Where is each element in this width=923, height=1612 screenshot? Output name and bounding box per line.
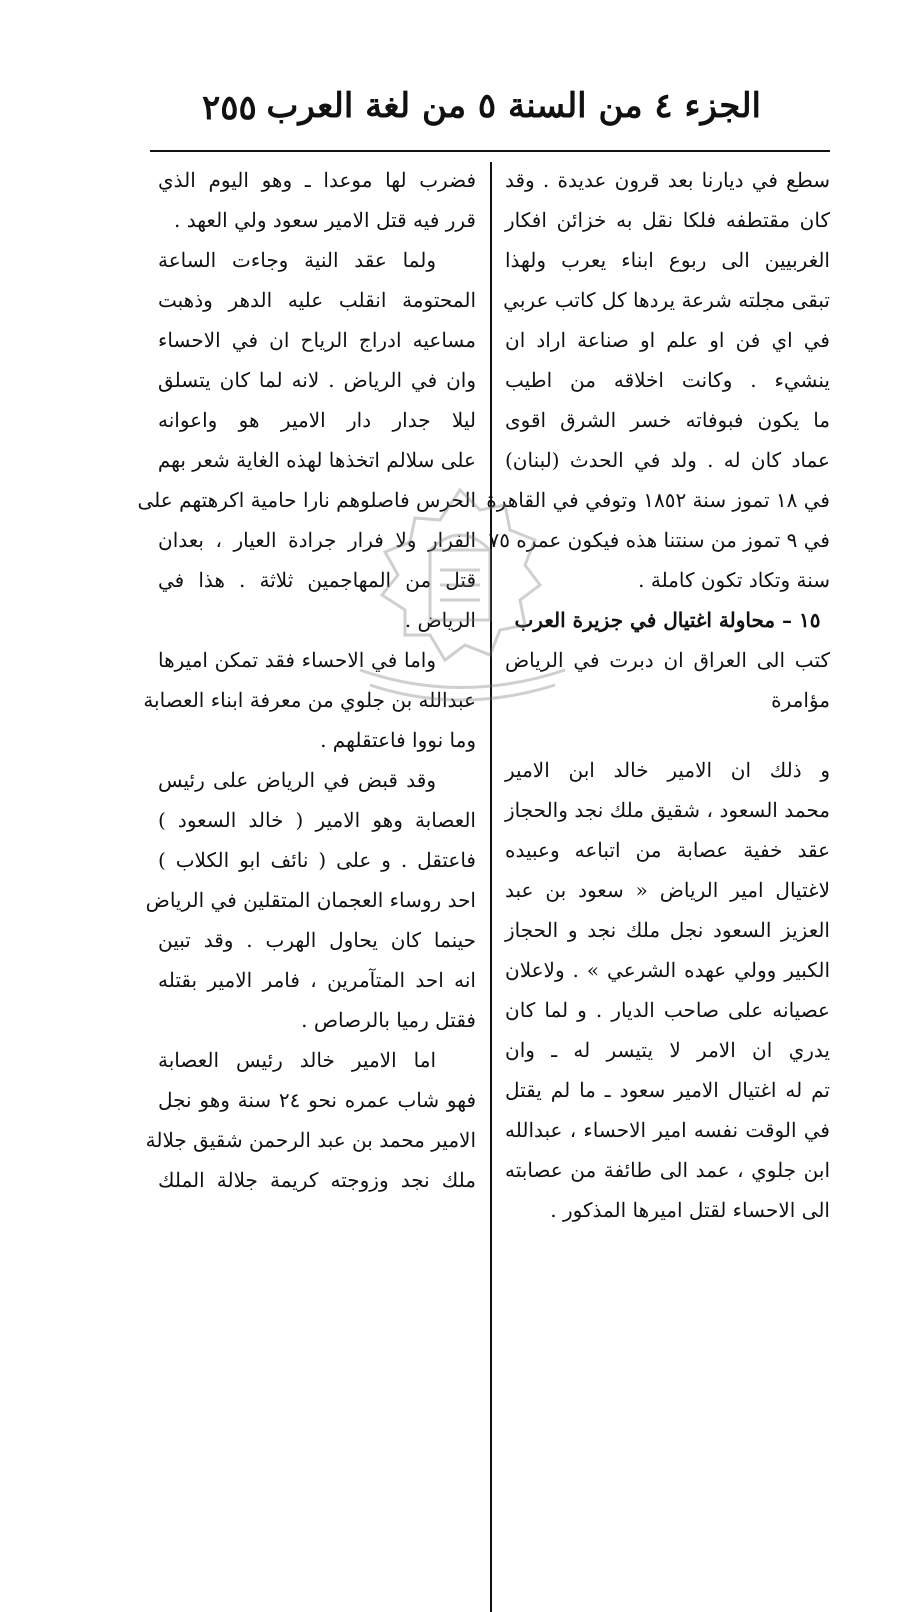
text-line: مساعيه ادراج الرياح ان في الاحساء: [158, 328, 476, 352]
text-line: الرياض .: [404, 608, 476, 632]
text-line: ملك نجد وزوجته كريمة جلالة الملك: [158, 1168, 476, 1192]
text-line: تبقى مجلته شرعة يردها كل كاتب عربي: [503, 288, 830, 312]
text-line: كان مقتطفه فلكا نقل به خزائن افكار: [505, 208, 830, 232]
text-line: الى الاحساء لقتل اميرها المذكور .: [550, 1198, 830, 1222]
text-line: احد روساء العجمان المتقلين في الرياض: [145, 888, 476, 912]
text-line: اما الامير خالد رئيس العصابة: [158, 1048, 436, 1072]
text-line: الامير محمد بن عبد الرحمن شقيق جلالة: [145, 1128, 476, 1152]
text-line: حينما كان يحاول الهرب . وقد تبين: [158, 928, 476, 952]
text-line: سنة وتكاد تكون كاملة .: [638, 568, 830, 592]
text-line: فهو شاب عمره نحو ٢٤ سنة وهو نجل: [158, 1088, 476, 1112]
text-line: في ٩ تموز من سنتنا هذه فيكون عمره ٧٥: [488, 528, 830, 552]
text-line: العزيز السعود نجل ملك نجد و الحجاز: [505, 918, 830, 942]
paragraph: [505, 750, 830, 1230]
text-line: في الوقت نفسه امير الاحساء ، عبدالله: [505, 1118, 830, 1142]
text-line: فاعتقل . و على ( نائف ابو الكلاب ): [158, 848, 476, 872]
column-divider: [490, 162, 492, 1612]
text-line: لاغتيال امير الرياض « سعود بن عبد: [505, 878, 830, 902]
text-line: فضرب لها موعدا ـ وهو اليوم الذي: [158, 168, 476, 192]
section-subtitle-line: كتب الى العراق ان دبرت في الرياض: [505, 648, 830, 672]
text-line: محمد السعود ، شقيق ملك نجد والحجاز: [505, 798, 830, 822]
text-line: تم له اغتيال الامير سعود ـ ما لم يقتل: [505, 1078, 830, 1102]
section-subtitle-line: مؤامرة: [771, 688, 830, 712]
text-line: عبدالله بن جلوي من معرفة ابناء العصابة: [143, 688, 476, 712]
text-line: في ١٨ تموز سنة ١٨٥٢ وتوفي في القاهرة: [486, 488, 830, 512]
text-line: ما يكون فبوفاته خسر الشرق اقوى: [505, 408, 830, 432]
text-line: عماد كان له . ولد في الحدث (لبنان): [505, 448, 830, 472]
text-line: عقد خفية عصابة من اتباعه وعبيده: [505, 838, 830, 862]
text-line: فقتل رميا بالرصاص .: [301, 1008, 476, 1032]
page-header: [150, 82, 773, 132]
text-line: في اي فن او علم او صناعة اراد ان: [505, 328, 830, 352]
text-line: الغربيين الى ربوع ابناء يعرب ولهذا: [505, 248, 830, 272]
library-stamp-icon: [330, 470, 590, 710]
running-head: الجزء ٤ من السنة ٥ من لغة العرب: [266, 86, 761, 126]
text-line: الحرس فاصلوهم نارا حامية اكرهتهم على: [137, 488, 476, 512]
text-line: قتل من المهاجمين ثلاثة . هذا في: [158, 568, 476, 592]
text-line: قرر فيه قتل الامير سعود ولي العهد .: [173, 208, 476, 232]
text-line: واما في الاحساء فقد تمكن اميرها: [158, 648, 436, 672]
text-line: ليلا جدار دار الامير هو واعوانه: [158, 408, 476, 432]
text-line: عصيانه على صاحب الديار . و لما كان: [505, 998, 830, 1022]
text-line: وان في الرياض . لانه لما كان يتسلق: [158, 368, 476, 392]
text-line: ينشيء . وكانت اخلاقه من اطيب: [505, 368, 830, 392]
text-line: على سلالم اتخذها لهذه الغاية شعر بهم: [157, 448, 476, 472]
text-line: ابن جلوي ، عمد الى طائفة من عصابته: [505, 1158, 830, 1182]
text-line: وما نووا فاعتقلهم .: [320, 728, 476, 752]
header-rule: [150, 150, 830, 152]
text-line: يدري ان الامر لا يتيسر له ـ وان: [505, 1038, 830, 1062]
text-line: انه احد المتآمرين ، فامر الامير بقتله: [158, 968, 476, 992]
section-heading: ١٥ – محاولة اغتيال في جزيرة العرب: [514, 608, 821, 632]
text-line: الكبير وولي عهده الشرعي » . ولاعلان: [505, 958, 830, 982]
page-number: ٢٥٥: [202, 88, 257, 128]
paragraph: [158, 160, 476, 240]
text-line: المحتومة انقلب عليه الدهر وذهبت: [158, 288, 476, 312]
text-line: ولما عقد النية وجاءت الساعة: [158, 248, 436, 272]
paragraph: [145, 760, 476, 1040]
text-line: و ذلك ان الامير خالد ابن الامير: [505, 758, 830, 782]
paragraph: [145, 1040, 476, 1200]
text-line: سطع في ديارنا بعد قرون عديدة . وقد: [505, 168, 830, 192]
text-line: الفرار ولا فرار جرادة العيار ، بعدان: [158, 528, 476, 552]
text-line: العصابة وهو الامير ( خالد السعود ): [158, 808, 476, 832]
text-line: وقد قبض في الرياض على رئيس: [158, 768, 436, 792]
